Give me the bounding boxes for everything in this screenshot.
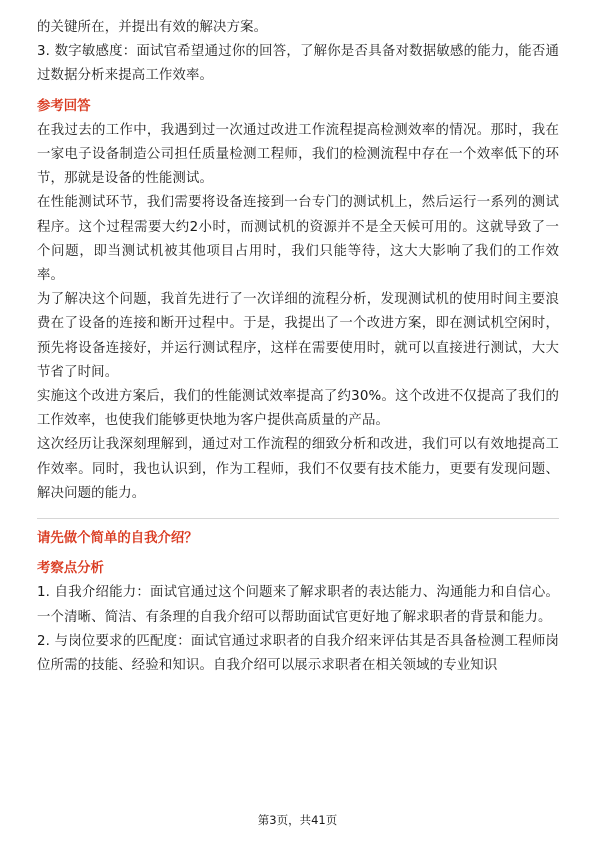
analysis-heading: 考察点分析 bbox=[37, 561, 104, 577]
analysis-point-1: 1. 自我介绍能力：面试官通过这个问题来了解求职者的表达能力、沟通能力和自信心。一个清晰、简洁、有条理的自我介绍可以帮助面试官更好地了解求职者的背景和能力。 bbox=[37, 585, 559, 625]
analysis-point-2: 2. 与岗位要求的匹配度：面试官通过求职者的自我介绍来评估其是否具备检测工程师岗位所需的技能、经验和知识。自我介绍可以展示求职者在相关领域的专业知识 bbox=[37, 633, 559, 674]
section-divider bbox=[37, 518, 559, 519]
page-number: 第3页，共41页 bbox=[257, 813, 338, 827]
answer-heading: 参考回答 bbox=[37, 98, 91, 114]
answer-paragraph-4: 实施这个改进方案后，我们的性能测试效率提高了约30%。这个改进不仅提高了我们的工作效率，也使我们能够更快地为客户提供高质量的产品。 bbox=[37, 389, 559, 429]
answer-paragraph-1: 在我过去的工作中，我遇到过一次通过改进工作流程提高检测效率的情况。那时，我在一家电子设备制造公司担任质量检测工程师，我们的检测流程中存在一个效率低下的环节，那就是设备的性能测试。 bbox=[37, 122, 559, 187]
answer-paragraph-2: 在性能测试环节，我们需要将设备连接到一台专门的测试机上，然后运行一系列的测试程序。这个过程需要大约2小时，而测试机的资源并不是全天候可用的。这就导致了一个问题，即当测试机被其他项目占用时，我们只能等待，这大大影响了我们的工作效率。 bbox=[37, 195, 559, 284]
page-content bbox=[37, 16, 559, 678]
question-title: 请先做个简单的自我介绍？ bbox=[37, 531, 198, 547]
intro-point-3: 3. 数字敏感度：面试官希望通过你的回答，了解你是否具备对数据敏感的能力，能否通过数据分析来提高工作效率。 bbox=[37, 44, 559, 84]
intro-continuation: 的关键所在，并提出有效的解决方案。 bbox=[37, 20, 268, 35]
answer-paragraph-5: 这次经历让我深刻理解到，通过对工作流程的细致分析和改进，我们可以有效地提高工作效率。同时，我也认识到，作为工程师，我们不仅要有技术能力，更要有发现问题、解决问题的能力。 bbox=[37, 437, 559, 501]
answer-paragraph-3: 为了解决这个问题，我首先进行了一次详细的流程分析，发现测试机的使用时间主要浪费在了设备的连接和断开过程中。于是，我提出了一个改进方案，即在测试机空闲时，预先将设备连接好，并运行测试程序，这样在需要使用时，就可以直接进行测试，大大节省了时间。 bbox=[37, 292, 559, 380]
